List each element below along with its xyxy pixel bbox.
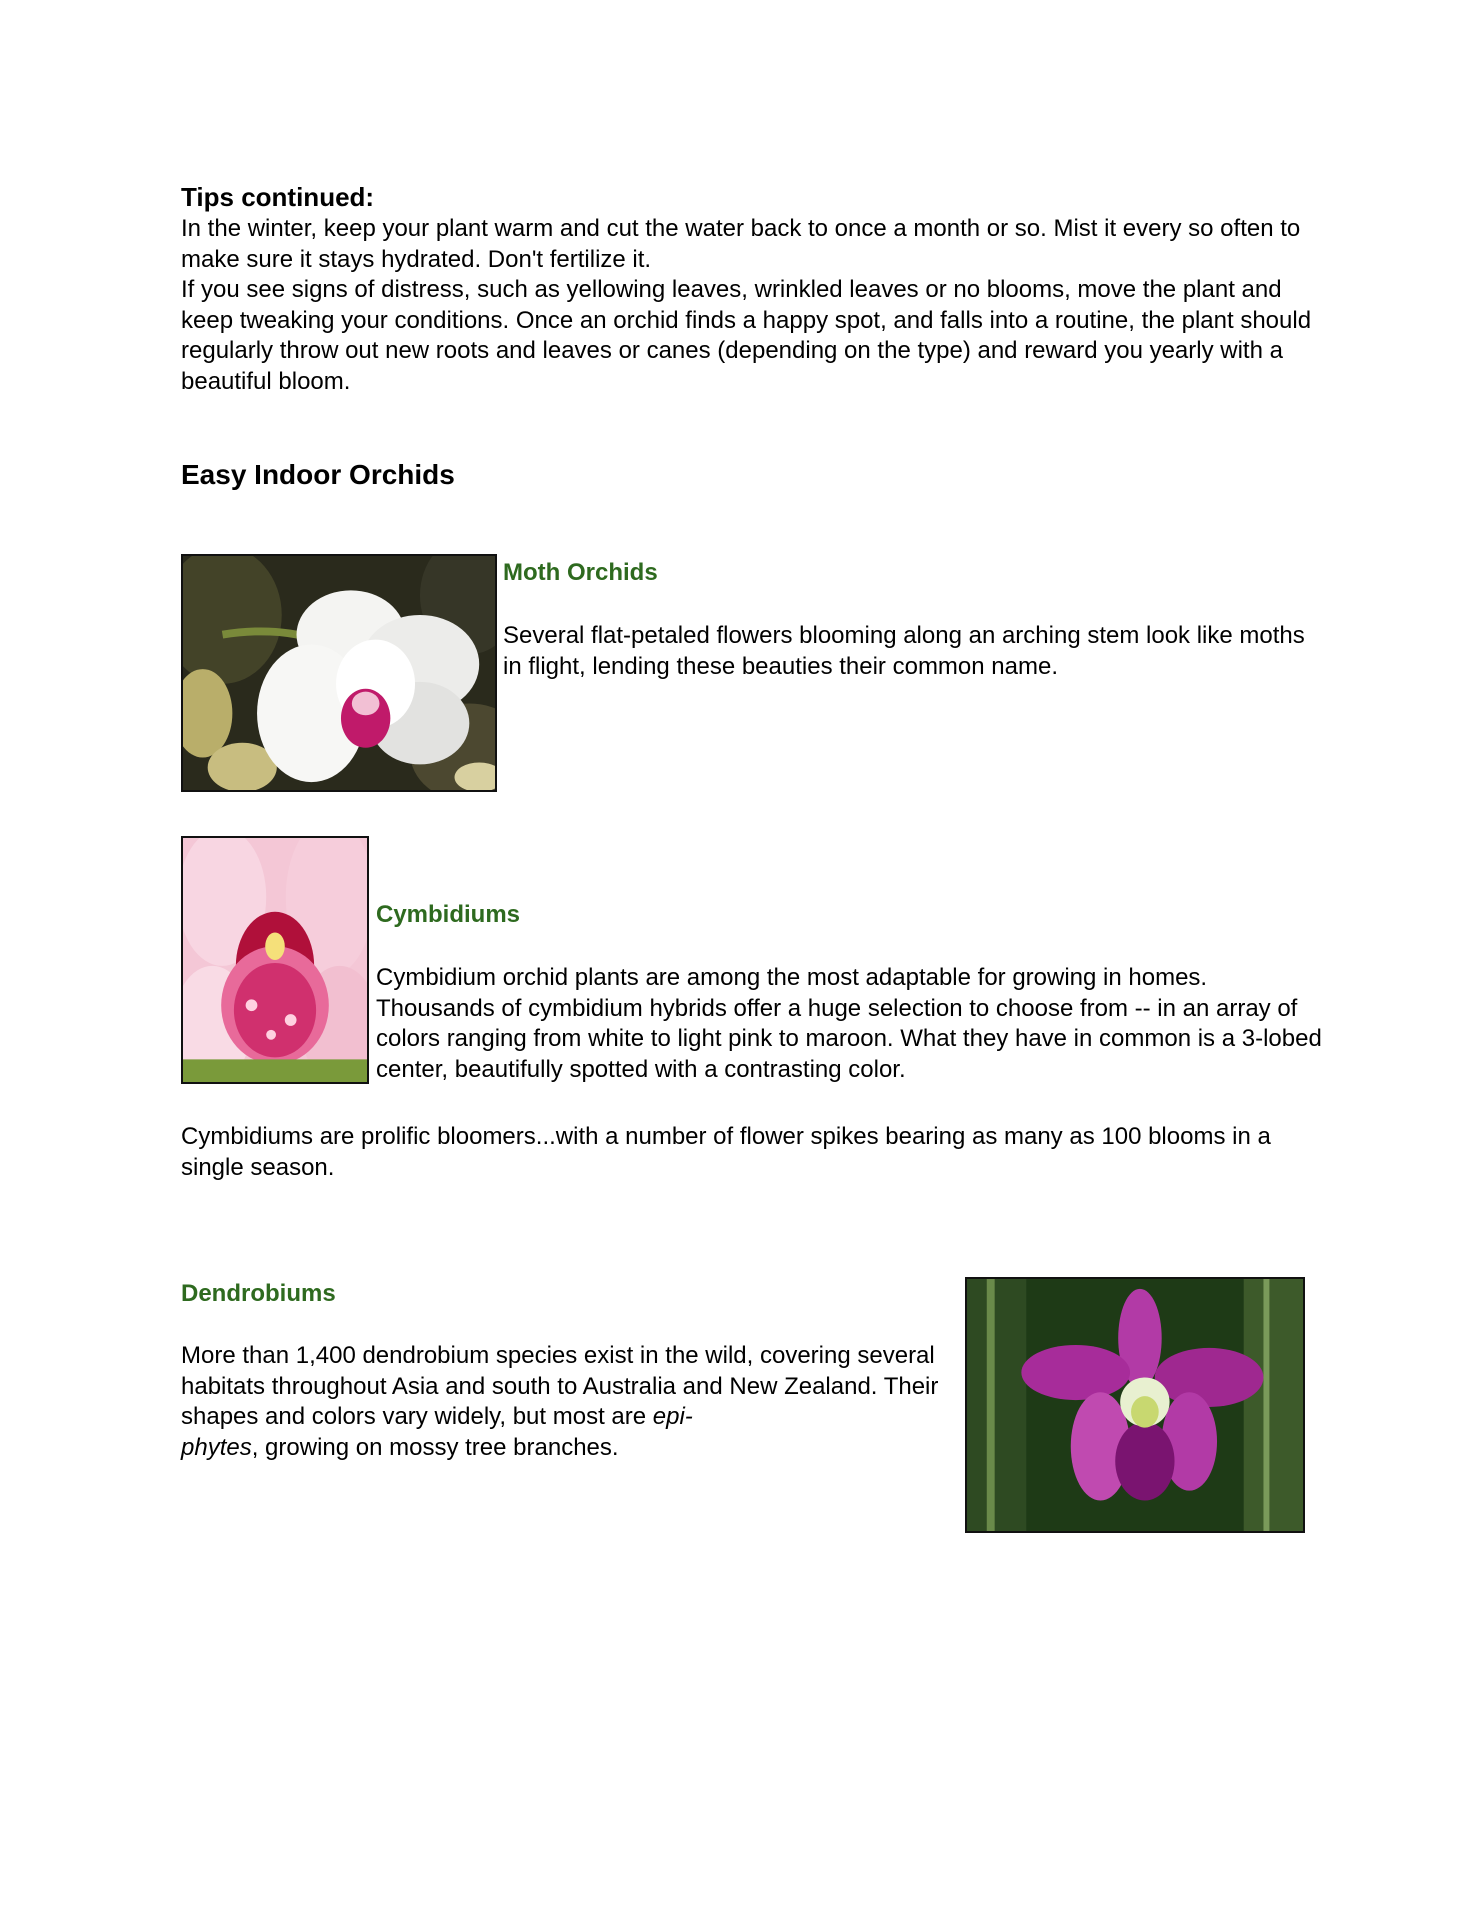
moth-orchids-text: Several flat-petaled flowers blooming along an arching stem look like moths in flight, lending these beauties their common name. [503, 622, 1305, 680]
easy-indoor-orchids-heading: Easy Indoor Orchids [181, 459, 455, 490]
dendrobiums-text: More than 1,400 dendrobium species exist in the wild, covering several habitats throughout Asia and south to Australia and New Zealand. Their shapes and colors vary widely, but most are epi- phytes, growing on mossy tree branches. [181, 1342, 939, 1461]
epiphytes-italic-2: phytes [181, 1433, 252, 1461]
cymbidium-photo [181, 836, 369, 1084]
moth-orchid-photo [181, 554, 497, 792]
cymbidiums-title: Cymbidiums [376, 901, 521, 928]
moth-orchids-title: Moth Orchids [503, 559, 658, 586]
tips-heading: Tips continued: [181, 182, 375, 212]
tips-distress-paragraph: If you see signs of distress, such as yellowing leaves, wrinkled leaves or no blooms, move the plant and keep tweaking your conditions. Once an orchid finds a happy spot, and falls into a routine, the plant should regularly throw out new roots and leaves or canes (depending on the type) and reward you yearly with a beautiful bloom. [181, 276, 1312, 395]
tips-winter-paragraph: In the winter, keep your plant warm and cut the water back to once a month or so. Mist it every so often to make sure it stays hydrated. Don't fertilize it. [181, 215, 1301, 273]
cymbidiums-extra-text: Cymbidiums are prolific bloomers...with a number of flower spikes bearing as many as 100 blooms in a single season. [181, 1123, 1271, 1181]
dendrobiums-title: Dendrobiums [181, 1280, 336, 1307]
epiphytes-italic-1: epi- [652, 1403, 693, 1430]
dendrobium-photo [965, 1277, 1305, 1533]
cymbidiums-text: Cymbidium orchid plants are among the most adaptable for growing in homes. Thousands of cymbidium hybrids offer a huge selection to choose from -- in an array of colors ranging from white to light pink to maroon. What they have in common is a 3-lobed center, beautifully spotted with a contrasting color. [376, 964, 1322, 1083]
